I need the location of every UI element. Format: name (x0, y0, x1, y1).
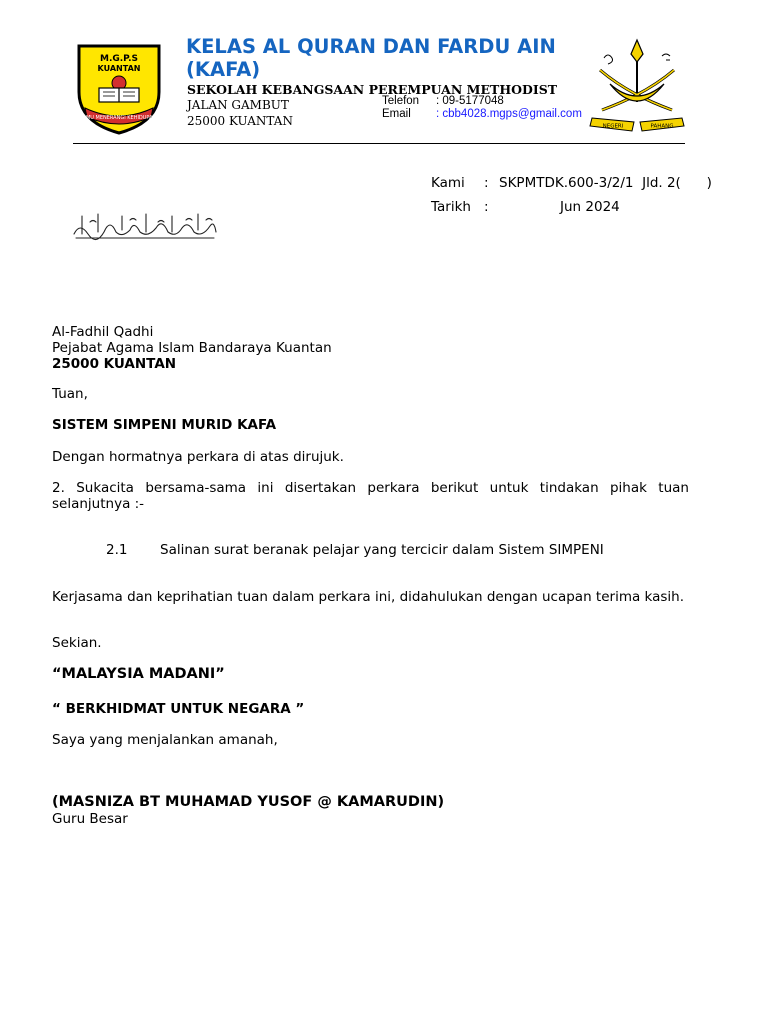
address-line-1: JALAN GAMBUT (187, 98, 289, 112)
phone-label: Telefon (382, 95, 420, 107)
signatory-position: Guru Besar (52, 811, 128, 827)
closing-text: Sekian. (52, 635, 102, 651)
recipient-line-3: 25000 KUANTAN (52, 356, 177, 372)
letterhead-divider (73, 143, 685, 144)
signatory-name: (MASNIZA BT MUHAMAD YUSOF @ KAMARUDIN) (52, 794, 445, 810)
date-label: Tarikh (431, 199, 471, 215)
logo-ribbon-text: ILMU MENERANGI KEHIDUPAN (81, 115, 157, 121)
email-value[interactable]: : cbb4028.mgps@gmail.com (436, 108, 582, 120)
phone-value: : 09-5177048 (436, 95, 504, 107)
school-name: SEKOLAH KEBANGSAAN PEREMPUAN METHODIST (187, 82, 558, 97)
crest-left-ribbon-text: NEGERI (602, 123, 624, 130)
date-value: Jun 2024 (560, 199, 620, 215)
email-label: Email (382, 108, 411, 120)
reference-label: Kami (431, 175, 465, 191)
pahang-crest-icon (588, 38, 686, 136)
recipient-line-2: Pejabat Agama Islam Bandaraya Kuantan (52, 340, 332, 356)
date-colon: : (484, 199, 489, 215)
recipient-line-1: Al-Fadhil Qadhi (52, 324, 154, 340)
school-crest-icon (73, 40, 165, 136)
reference-colon: : (484, 175, 489, 191)
school-logo (73, 40, 165, 136)
paragraph-1: Dengan hormatnya perkara di atas dirujuk. (52, 449, 344, 465)
address-line-2: 25000 KUANTAN (187, 114, 293, 128)
motto-berkhidmat: “ BERKHIDMAT UNTUK NEGARA ” (52, 701, 305, 717)
crest-right-ribbon-text: PAHANG (650, 123, 674, 130)
motto-madani: “MALAYSIA MADANI” (52, 666, 225, 682)
salam-calligraphy-icon (70, 208, 220, 244)
salutation: Tuan, (52, 386, 88, 402)
list-item-text: Salinan surat beranak pelajar yang tercicir dalam Sistem SIMPENI (160, 542, 604, 558)
logo-sub-text: KUANTAN (97, 64, 141, 73)
paragraph-3: Kerjasama dan keprihatian tuan dalam perkara ini, didahulukan dengan ucapan terima kasih. (52, 589, 685, 605)
reference-number: SKPMTDK.600-3/2/1 Jld. 2( ) (499, 175, 712, 191)
subject-heading: SISTEM SIMPENI MURID KAFA (52, 417, 277, 433)
logo-top-text: M.G.P.S (99, 54, 139, 64)
paragraph-2: 2. Sukacita bersama-sama ini disertakan perkara berikut untuk tindakan pihak tuan selanjutnya :- (52, 480, 689, 512)
list-item-number: 2.1 (106, 542, 128, 558)
letterhead-title: KELAS AL QURAN DAN FARDU AIN (KAFA) (186, 35, 556, 81)
signoff-line: Saya yang menjalankan amanah, (52, 732, 278, 748)
state-crest (588, 38, 686, 136)
